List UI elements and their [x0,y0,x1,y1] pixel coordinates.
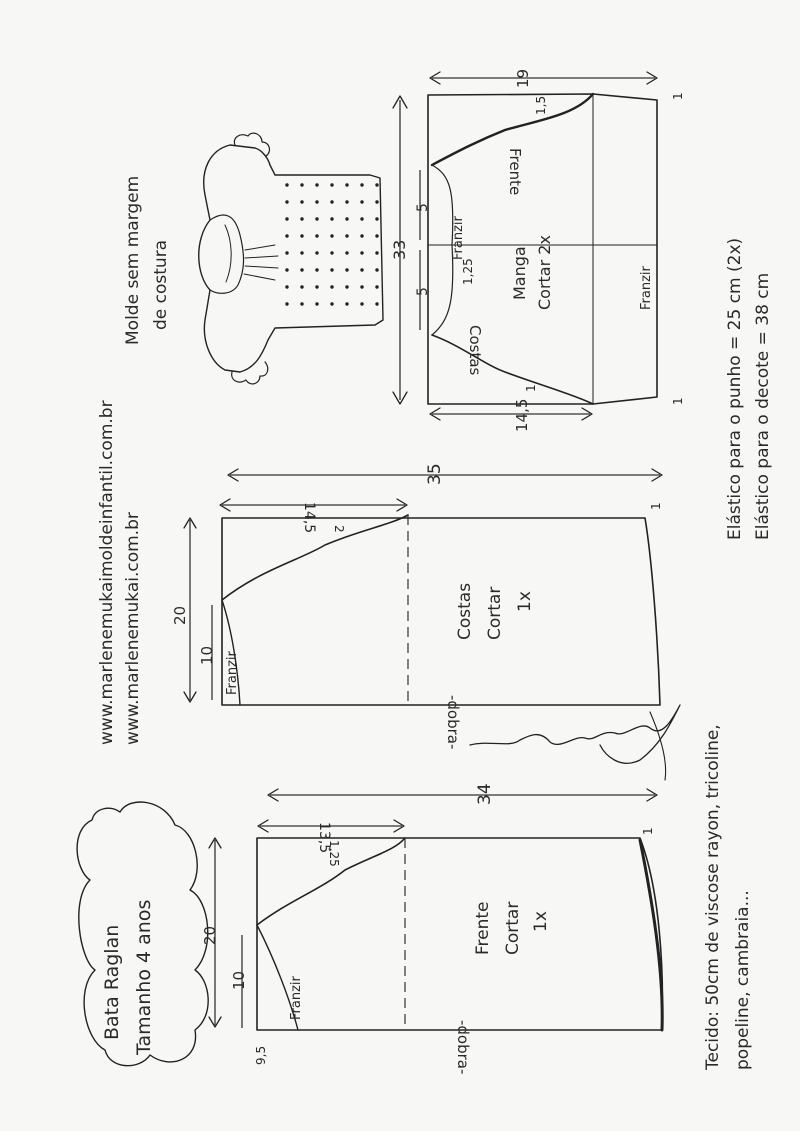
fabric-dot [360,183,363,186]
fabric-dot [360,285,363,288]
title-line1: Bata Raglan [101,924,123,1040]
fabric-dot [315,302,318,305]
fabric-dot [375,217,378,220]
frente-fold: -dobra- [454,1020,472,1075]
fabric-dot [360,200,363,203]
fabric-dot [375,234,378,237]
manga-top-width: 19 [514,68,532,88]
fabric-dot [315,234,318,237]
fabric-dot [360,302,363,305]
frente-neck-drop: 9,5 [254,1045,268,1065]
fabric-dot [315,285,318,288]
fabric-dot [315,251,318,254]
manga-gather-top: Franzir [451,216,466,260]
costas-height-20: 20 [171,605,189,625]
fabric-dot [360,234,363,237]
fabric-dot [375,285,378,288]
fabric-dot [285,200,288,203]
fabric-dot [330,285,333,288]
fabric-dot [375,302,378,305]
fabric-dot [345,251,348,254]
fabric-dot [300,268,303,271]
fabric-dot [300,183,303,186]
frente-armhole-label: 13,5 [316,822,332,854]
frente-name: Frente [473,901,493,955]
fabric-dot [345,268,348,271]
costas-hem-mark: 1 [649,502,663,510]
costas-fold: -dobra- [444,695,462,750]
fabric-dot [300,251,303,254]
frente-cut-1: Cortar [503,901,523,955]
fabric-dot [285,217,288,220]
manga-mark-top: 1 [671,92,685,100]
frente-gather: Franzir [289,976,304,1020]
fabric-dot [345,285,348,288]
fabric-dot [285,268,288,271]
manga-mark-bottom: 1 [671,397,685,405]
fabric-dot [330,302,333,305]
fabric-line1: Tecido: 50cm de viscose rayon, tricoline, [703,724,723,1070]
frente-curve: 1,25 [327,840,341,867]
elastic-line1: Elástico para o punho = 25 cm (2x) [725,237,745,540]
costas-name: Costas [455,582,475,640]
frente-cut-2: 1x [531,911,551,932]
frente-height-20: 20 [201,925,219,945]
manga-curve-frente: 1,5 [534,95,548,115]
costas-cut-1: Cortar [485,586,505,640]
fabric-dot [315,200,318,203]
note-line1: Molde sem margem [123,175,143,345]
manga-height-label: 33 [390,239,409,260]
fabric-dot [330,217,333,220]
fabric-dot [345,234,348,237]
fabric-dot [375,183,378,186]
manga-cut: Cortar 2x [535,235,554,310]
fabric-dot [285,183,288,186]
fabric-dot [300,200,303,203]
fabric-dot [345,217,348,220]
costas-cut-2: 1x [515,591,535,612]
manga-curve-costas: 1 [524,384,538,392]
manga-lower-5: 5 [415,287,431,296]
fabric-dot [300,285,303,288]
manga-costas-label: Costas [466,325,484,376]
fabric-dot [315,268,318,271]
manga-gather-bottom: Franzir [639,266,654,310]
fabric-dot [345,183,348,186]
costas-height-10: 10 [198,645,216,665]
website-1: www.marlenemukaimoldeinfantil.com.br [97,400,117,745]
fabric-dot [360,217,363,220]
note-line2: de costura [151,239,171,330]
manga-name: Manga [510,246,529,300]
fabric-dot [300,234,303,237]
costas-armhole-label: 14,5 [301,502,317,534]
manga-neck-curve: 1,25 [461,258,475,285]
fabric-dot [360,251,363,254]
fabric-dot [345,200,348,203]
elastic-line2: Elástico para o decote = 38 cm [753,272,773,540]
frente-height-10: 10 [230,970,248,990]
frente-width-label: 34 [475,783,495,805]
manga-frente-label: Frente [506,148,524,196]
manga-bottom-width: 14,5 [513,398,531,432]
costas-gather: Franzir [225,651,240,695]
fabric-dot [330,251,333,254]
costas-curve: 2 [332,525,346,533]
fabric-dot [375,200,378,203]
costas-width-label: 35 [425,463,445,485]
fabric-dot [330,268,333,271]
fabric-dot [285,285,288,288]
fabric-dot [315,183,318,186]
fabric-line2: popeline, cambraia... [733,890,753,1070]
fabric-dot [285,302,288,305]
fabric-dot [330,200,333,203]
manga-upper-5: 5 [415,203,431,212]
fabric-dot [285,234,288,237]
fabric-dot [300,302,303,305]
fabric-dot [330,183,333,186]
fabric-dot [375,251,378,254]
fabric-dot [330,234,333,237]
fabric-dot [360,268,363,271]
fabric-dot [315,217,318,220]
fabric-dot [285,251,288,254]
fabric-dot [300,217,303,220]
fabric-dot [375,268,378,271]
title-line2: Tamanho 4 anos [133,899,155,1055]
fabric-dot [345,302,348,305]
website-2: www.marlenemukai.com.br [123,512,143,745]
frente-hem-mark: 1 [641,827,655,835]
